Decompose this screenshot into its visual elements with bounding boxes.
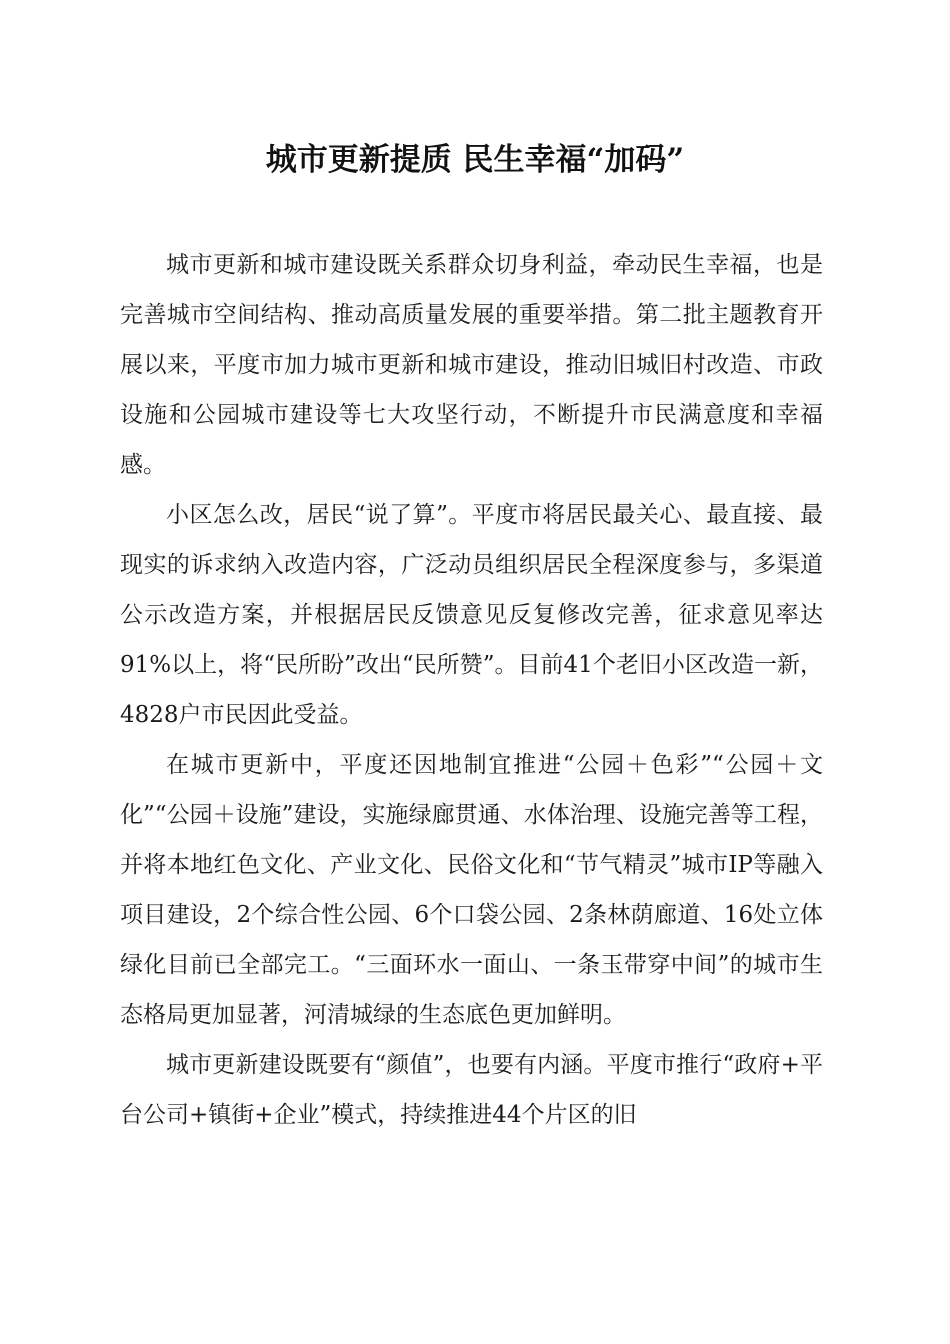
- paragraph-4: 城市更新建设既要有“颜值”，也要有内涵。平度市推行“政府+平台公司+镇街+企业”模式，持续推进44个片区的旧: [120, 1052, 823, 1128]
- paragraph-3: 在城市更新中，平度还因地制宜推进“公园＋色彩”“公园＋文化”“公园＋设施”建设，实施绿廊贯通、水体治理、设施完善等工程，并将本地红色文化、产业文化、民俗文化和“节气精灵”城市IP等融入项目建设，2个综合性公园、6个口袋公园、2条林荫廊道、16处立体绿化目前已全部完工。“三面环水一面山、一条玉带穿中间”的城市生态格局更加显著，河清城绿的生态底色更加鲜明。: [120, 752, 823, 1028]
- document-body: [120, 240, 823, 1140]
- paragraph-1: 城市更新和城市建设既关系群众切身利益，牵动民生幸福，也是完善城市空间结构、推动高质量发展的重要举措。第二批主题教育开展以来，平度市加力城市更新和城市建设，推动旧城旧村改造、市政设施和公园城市建设等七大攻坚行动，不断提升市民满意度和幸福感。: [120, 252, 823, 478]
- paragraph-2: 小区怎么改，居民“说了算”。平度市将居民最关心、最直接、最现实的诉求纳入改造内容，广泛动员组织居民全程深度参与，多渠道公示改造方案，并根据居民反馈意见反复修改完善，征求意见率达91%以上，将“民所盼”改出“民所赞”。目前41个老旧小区改造一新，4828户市民因此受益。: [120, 502, 823, 728]
- document-title: 城市更新提质 民生幸福“加码”: [265, 142, 685, 178]
